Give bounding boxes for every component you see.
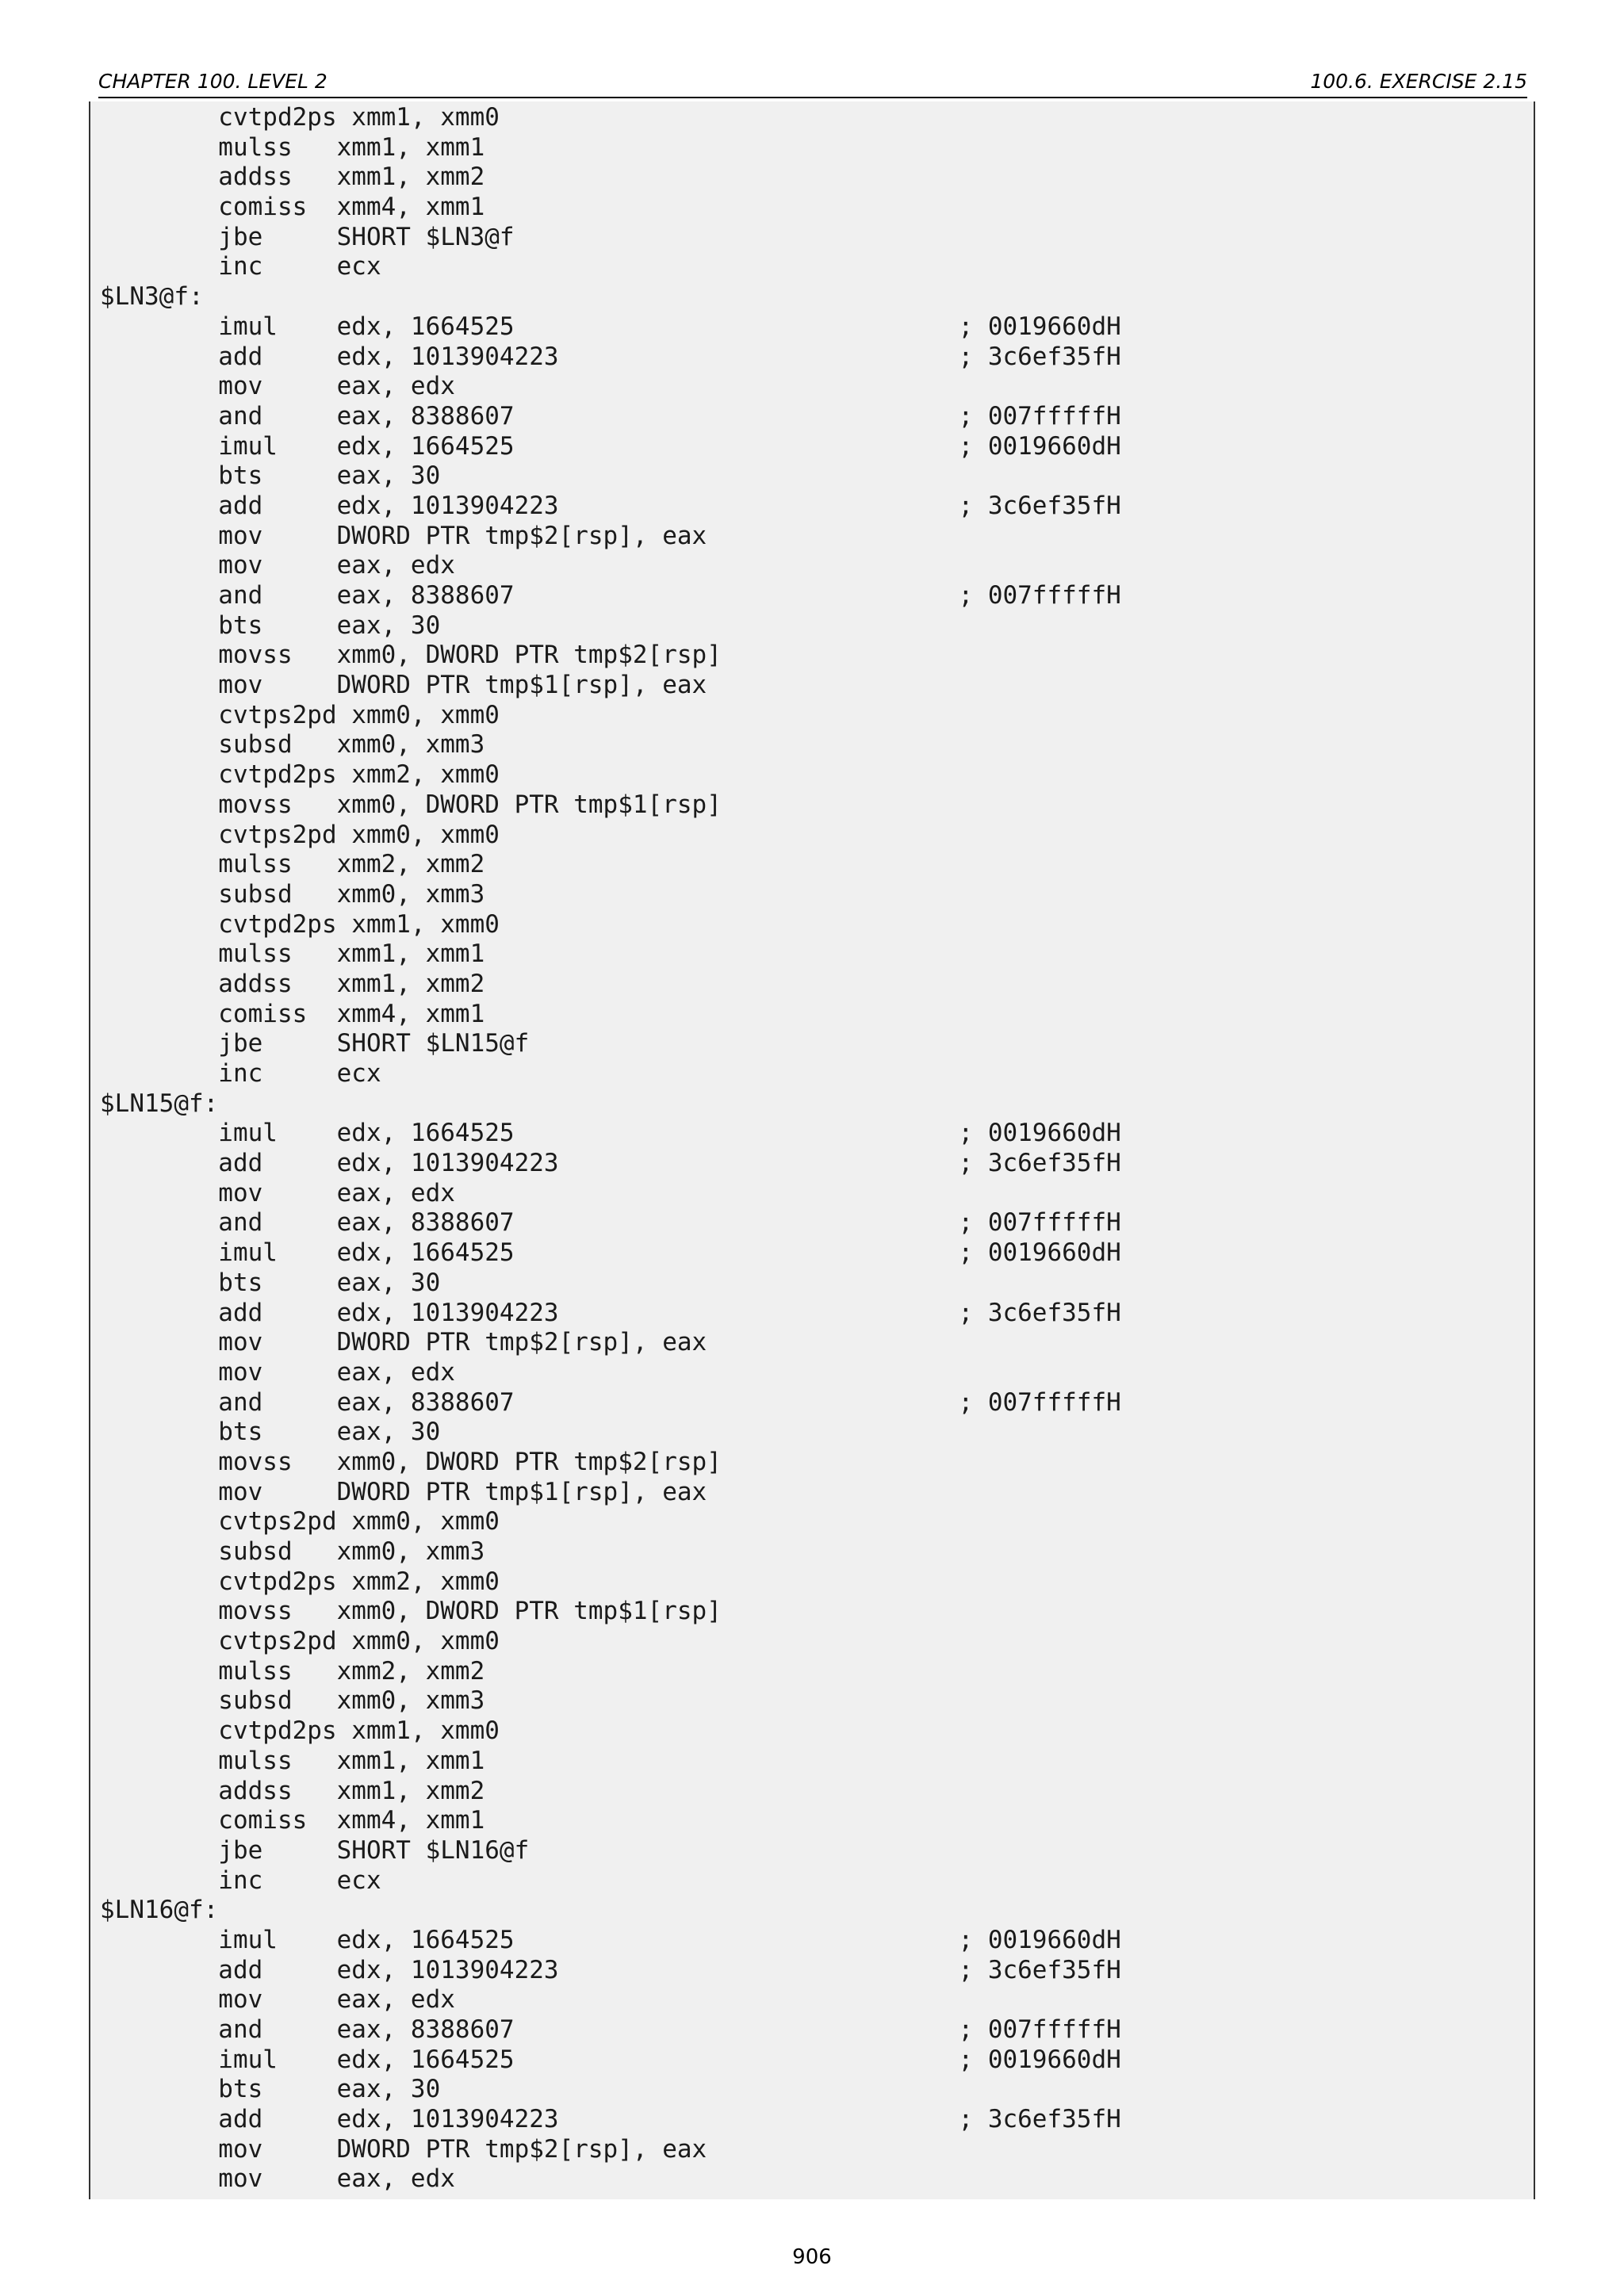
code-line: imul edx, 1664525 ; 0019660dH [100, 1925, 1121, 1954]
code-line: imul edx, 1664525 ; 0019660dH [100, 2045, 1121, 2074]
code-line: mov DWORD PTR tmp$1[rsp], eax [100, 1477, 707, 1506]
code-line: addss xmm1, xmm2 [100, 969, 485, 998]
code-line: mov eax, edx [100, 551, 455, 580]
code-line: $LN3@f: [100, 282, 204, 312]
code-line: $LN16@f: [100, 1896, 219, 1925]
code-line: imul edx, 1664525 ; 0019660dH [100, 312, 1121, 341]
code-line: mulss xmm1, xmm1 [100, 1746, 485, 1775]
code-line: subsd xmm0, xmm3 [100, 879, 485, 909]
code-line: subsd xmm0, xmm3 [100, 1686, 485, 1716]
code-line: comiss xmm4, xmm1 [100, 1806, 485, 1835]
code-line: imul edx, 1664525 ; 0019660dH [100, 1119, 1121, 1148]
code-line: addss xmm1, xmm2 [100, 163, 485, 192]
code-line: bts eax, 30 [100, 610, 441, 640]
code-line: movss xmm0, DWORD PTR tmp$1[rsp] [100, 1597, 722, 1626]
code-line: cvtpd2ps xmm1, xmm0 [100, 103, 500, 132]
code-line: cvtps2pd xmm0, xmm0 [100, 700, 500, 729]
code-line: addss xmm1, xmm2 [100, 1776, 485, 1805]
code-line: and eax, 8388607 ; 007fffffH [100, 581, 1121, 610]
code-line: imul edx, 1664525 ; 0019660dH [100, 431, 1121, 461]
code-line: subsd xmm0, xmm3 [100, 730, 485, 760]
code-line: add edx, 1013904223 ; 3c6ef35fH [100, 1955, 1121, 1984]
code-line: cvtpd2ps xmm1, xmm0 [100, 1716, 500, 1746]
code-line: cvtpd2ps xmm2, xmm0 [100, 1567, 500, 1596]
code-line: comiss xmm4, xmm1 [100, 999, 485, 1028]
code-line: add edx, 1013904223 ; 3c6ef35fH [100, 342, 1121, 371]
code-line: jbe SHORT $LN16@f [100, 1835, 530, 1865]
code-line: mov DWORD PTR tmp$2[rsp], eax [100, 2134, 707, 2164]
code-line: jbe SHORT $LN3@f [100, 222, 515, 251]
code-line: mov eax, edx [100, 1985, 455, 2015]
code-line: mov eax, edx [100, 372, 455, 401]
code-line: movss xmm0, DWORD PTR tmp$2[rsp] [100, 641, 722, 670]
code-line: mov DWORD PTR tmp$2[rsp], eax [100, 521, 707, 550]
code-line: inc ecx [100, 252, 381, 281]
code-line: mulss xmm2, xmm2 [100, 850, 485, 879]
code-line: cvtps2pd xmm0, xmm0 [100, 1507, 500, 1536]
code-line: jbe SHORT $LN15@f [100, 1029, 530, 1058]
code-line: mulss xmm1, xmm1 [100, 939, 485, 969]
code-line: cvtpd2ps xmm1, xmm0 [100, 909, 500, 939]
code-line: mov DWORD PTR tmp$2[rsp], eax [100, 1328, 707, 1357]
code-line: mov DWORD PTR tmp$1[rsp], eax [100, 671, 707, 700]
code-line: and eax, 8388607 ; 007fffffH [100, 1208, 1121, 1238]
page-header [98, 68, 1527, 98]
code-line: cvtps2pd xmm0, xmm0 [100, 820, 500, 849]
code-line: and eax, 8388607 ; 007fffffH [100, 2015, 1121, 2044]
code-line: $LN15@f: [100, 1089, 219, 1118]
code-line: bts eax, 30 [100, 1268, 441, 1297]
code-line: inc ecx [100, 1059, 381, 1088]
code-line: cvtpd2ps xmm2, xmm0 [100, 760, 500, 790]
code-line: mov eax, edx [100, 2164, 455, 2194]
code-line: cvtps2pd xmm0, xmm0 [100, 1627, 500, 1656]
code-line: mulss xmm1, xmm1 [100, 132, 485, 162]
code-line: comiss xmm4, xmm1 [100, 193, 485, 222]
code-listing [89, 101, 1535, 2199]
code-line: imul edx, 1664525 ; 0019660dH [100, 1238, 1121, 1268]
code-line: bts eax, 30 [100, 1418, 441, 1447]
code-line: movss xmm0, DWORD PTR tmp$1[rsp] [100, 790, 722, 819]
code-line: bts eax, 30 [100, 2075, 441, 2104]
code-line: bts eax, 30 [100, 461, 441, 491]
code-line: and eax, 8388607 ; 007fffffH [100, 1387, 1121, 1417]
page-number: 906 [792, 2245, 832, 2269]
code-line: add edx, 1013904223 ; 3c6ef35fH [100, 1298, 1121, 1327]
code-line: mov eax, edx [100, 1178, 455, 1207]
code-line: mov eax, edx [100, 1357, 455, 1387]
chapter-title: CHAPTER 100. LEVEL 2 [98, 70, 327, 93]
code-line: add edx, 1013904223 ; 3c6ef35fH [100, 1149, 1121, 1178]
code-line: mulss xmm2, xmm2 [100, 1656, 485, 1686]
code-line: and eax, 8388607 ; 007fffffH [100, 401, 1121, 430]
code-line: add edx, 1013904223 ; 3c6ef35fH [100, 491, 1121, 520]
code-line: add edx, 1013904223 ; 3c6ef35fH [100, 2105, 1121, 2134]
code-line: subsd xmm0, xmm3 [100, 1537, 485, 1566]
code-line: movss xmm0, DWORD PTR tmp$2[rsp] [100, 1447, 722, 1476]
section-title: 100.6. EXERCISE 2.15 [1310, 70, 1527, 93]
code-line: inc ecx [100, 1866, 381, 1895]
